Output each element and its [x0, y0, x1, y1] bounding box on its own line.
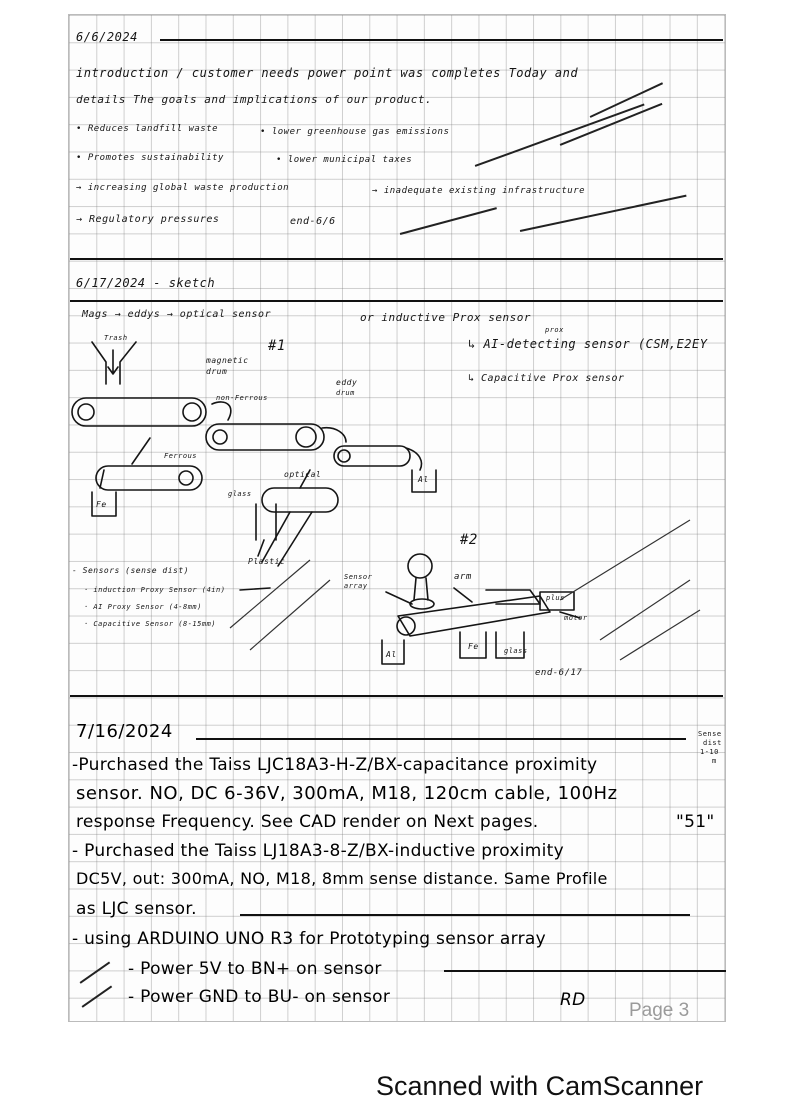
- sensor-list-item: · AI Proxy Sensor (4-8mm): [84, 603, 202, 611]
- initials: RD: [560, 990, 586, 1010]
- strike-mark: [230, 560, 330, 650]
- plus-bin-label: plus: [546, 594, 565, 602]
- entry3-line9: - Power GND to BU- on sensor: [128, 987, 391, 1007]
- drum-icon: [179, 471, 193, 485]
- glass-chute: [262, 512, 312, 566]
- entry2-cap-line: ↳ Capacitive Prox sensor: [468, 373, 625, 384]
- flow-arrow: [386, 592, 412, 604]
- arm-head: [408, 554, 432, 578]
- entry3-line2: sensor. NO, DC 6-36V, 300mA, M18, 120cm cable, 100Hz: [76, 783, 618, 804]
- al-bin-label: Al: [418, 475, 429, 484]
- divider: [70, 695, 723, 697]
- trash-label: Trash: [104, 334, 128, 342]
- flow-arrow: [240, 588, 270, 590]
- divider: [444, 970, 726, 972]
- side-note: m: [712, 757, 717, 765]
- ferrous-label: Ferrous: [164, 452, 198, 460]
- flow-arrow: [100, 470, 104, 488]
- drum-icon: [213, 430, 227, 444]
- al-bin2-label: Al: [386, 650, 397, 659]
- drum-icon: [183, 403, 201, 421]
- glass-label: glass: [228, 490, 252, 498]
- flow-arrow: [454, 588, 472, 602]
- eddy-drum-label: drum: [336, 389, 355, 397]
- glass-bin-label: glass: [504, 647, 528, 655]
- sketch1-label: #1: [268, 338, 286, 354]
- entry3-line5: DC5V, out: 300mA, NO, M18, 8mm sense distance. Same Profile: [76, 869, 608, 888]
- entry1-bullet4: • lower municipal taxes: [276, 155, 413, 165]
- conveyor-belt: [96, 466, 202, 490]
- entry3-line3: response Frequency. See CAD render on Next pages.: [76, 812, 539, 832]
- page-number: Page 3: [629, 1000, 690, 1021]
- entry3-ref: "51": [676, 812, 715, 832]
- entry1-line1: introduction / customer needs power point was completes Today and: [76, 66, 579, 80]
- entry1-date: 6/6/2024: [76, 30, 138, 44]
- entry1-bullet3: • Promotes sustainability: [76, 153, 224, 163]
- entry1-arrow1: → increasing global waste production: [76, 183, 290, 193]
- drum-icon: [338, 450, 350, 462]
- arm-stem: [414, 578, 428, 600]
- entry1-bullet2: • lower greenhouse gas emissions: [260, 127, 450, 137]
- sketch2-label: #2: [460, 532, 478, 548]
- side-note: dist: [703, 739, 722, 747]
- entry3-date: 7/16/2024: [76, 721, 173, 742]
- entry2-prox-note: prox: [545, 326, 564, 334]
- entry1-bullet1: • Reduces landfill waste: [76, 124, 219, 134]
- entry2-date: 6/17/2024 - sketch: [76, 276, 216, 290]
- eddy-label: eddy: [336, 378, 358, 387]
- arm-base: [410, 599, 434, 609]
- plastic-label: Plastic: [248, 557, 286, 566]
- flow-arrow: [322, 428, 346, 442]
- magnetic-label: magnetic: [206, 356, 249, 365]
- flow-arrow: [300, 470, 310, 488]
- arm-label: arm: [454, 572, 472, 582]
- drum-label: drum: [206, 367, 228, 376]
- entry2-end: end-6/17: [535, 668, 583, 678]
- divider: [196, 738, 686, 740]
- entry2-ai-line: ↳ AI-detecting sensor (CSM,E2EY: [468, 337, 708, 351]
- optical-label: optical: [284, 470, 322, 479]
- entry3-line4: - Purchased the Taiss LJ18A3-8-Z/BX-inductive proximity: [72, 841, 564, 861]
- conveyor-belt: [262, 488, 338, 512]
- sensor-list-title: - Sensors (sense dist): [72, 566, 189, 575]
- flow-arrow: [132, 438, 150, 464]
- flow-arrow: [212, 402, 231, 420]
- entry1-end: end-6/6: [290, 216, 336, 227]
- entry1-arrow2: → inadequate existing infrastructure: [372, 186, 586, 196]
- drum-icon: [78, 404, 94, 420]
- drum-icon: [296, 427, 316, 447]
- entry3-line8: - Power 5V to BN+ on sensor: [128, 959, 382, 979]
- side-note: 1-10: [700, 748, 719, 756]
- side-note: Sense: [698, 730, 722, 738]
- fe-bin2-label: Fe: [468, 642, 479, 651]
- entry1-line2: details The goals and implications of our product.: [76, 93, 433, 106]
- sensor-array-label: Sensor array: [344, 573, 373, 590]
- sensor-list-item: · induction Proxy Sensor (4in): [84, 586, 226, 594]
- entry2-alt: or inductive Prox sensor: [360, 311, 531, 324]
- sensor-list-item: · Capacitive Sensor (8-15mm): [84, 620, 217, 628]
- glass-bin2: [496, 632, 524, 658]
- entry3-line1: -Purchased the Taiss LJC18A3-H-Z/BX-capacitance proximity: [72, 755, 598, 775]
- entry1-arrow3: → Regulatory pressures: [76, 214, 220, 225]
- flow-arrow: [258, 540, 264, 556]
- fe-bin: [92, 492, 116, 516]
- sorting-belt: [398, 596, 550, 636]
- flow-arrow: [560, 612, 580, 618]
- conveyor-belt: [206, 424, 324, 450]
- divider: [240, 914, 690, 916]
- down-arrow: [108, 350, 118, 374]
- entry3-line7: - using ARDUINO UNO R3 for Prototyping sensor array: [72, 929, 546, 949]
- strike-mark: [560, 520, 700, 660]
- entry3-line6: as LJC sensor.: [76, 899, 197, 919]
- conveyor-belt: [72, 398, 206, 426]
- fe-bin2: [460, 632, 486, 658]
- non-ferrous-label: non-Ferrous: [216, 394, 268, 402]
- al-bin2: [382, 640, 404, 664]
- drum-icon: [397, 617, 415, 635]
- entry2-chain: Mags → eddys → optical sensor: [82, 309, 272, 320]
- camscanner-footer: Scanned with CamScanner: [376, 1071, 704, 1101]
- al-bin: [412, 470, 436, 492]
- fe-bin-label: Fe: [96, 500, 107, 509]
- trash-funnel: [92, 342, 136, 384]
- conveyor-belt: [334, 446, 410, 466]
- motor-label: motor: [564, 614, 588, 622]
